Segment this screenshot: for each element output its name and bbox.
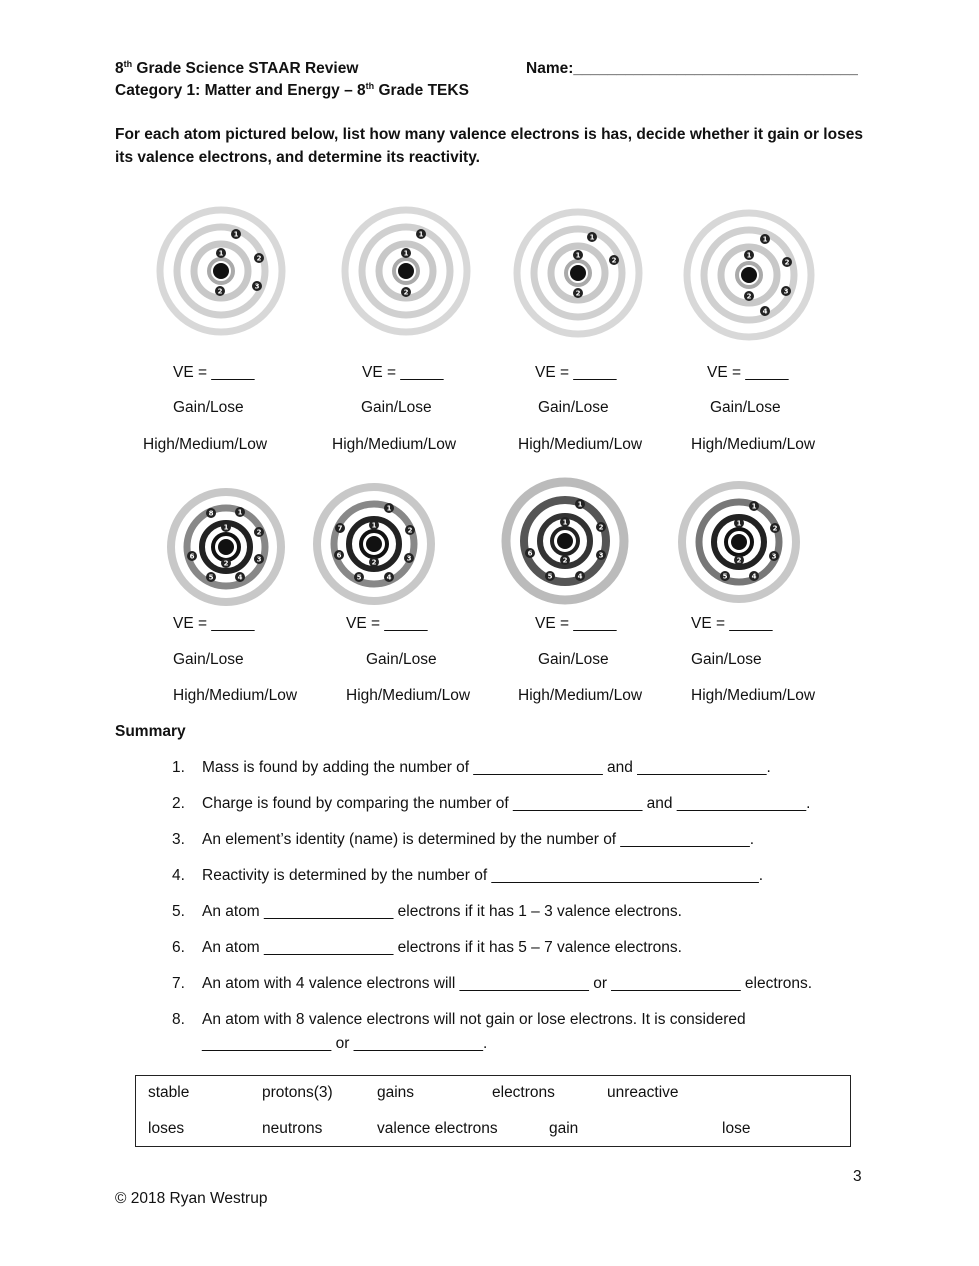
page-number: 3	[853, 1168, 862, 1185]
electron-label: 1	[589, 233, 595, 242]
summary-item-number: 5.	[172, 903, 185, 920]
word-bank-term: protons(3)	[262, 1084, 333, 1101]
electron-label: 1	[736, 519, 742, 528]
electron-label: 1	[218, 249, 224, 258]
summary-item-text[interactable]: Charge is found by comparing the number of _______________ and _______________.	[202, 795, 811, 812]
atom-diagram-7	[501, 477, 629, 605]
electron-label: 1	[751, 502, 757, 511]
word-bank-term: stable	[148, 1084, 190, 1101]
electron-label: 3	[406, 554, 412, 563]
atom-diagram-3	[512, 207, 644, 339]
instructions: For each atom pictured below, list how many valence electrons is has, decide whether it gain or loses its valence electrons, and determine its reactivity.	[115, 126, 863, 166]
electron-label: 2	[598, 523, 604, 532]
reactivity-choice[interactable]: High/Medium/Low	[332, 436, 457, 453]
category-sup: th	[365, 80, 375, 91]
atom-diagram-4	[682, 208, 816, 342]
electron-label: 2	[403, 288, 409, 297]
electron-label: 5	[547, 572, 553, 581]
electron-label: 2	[575, 289, 581, 298]
electron-label: 5	[208, 573, 214, 582]
word-bank	[135, 1075, 851, 1147]
atom-diagram-1	[155, 205, 287, 337]
word-bank-term: valence electrons	[377, 1120, 498, 1137]
electron-label: 2	[772, 524, 778, 533]
summary-item-number: 6.	[172, 939, 185, 956]
atom-diagram-6	[312, 482, 436, 606]
electron-label: 2	[256, 254, 262, 263]
electron-label: 3	[771, 552, 777, 561]
electron-label: 2	[223, 559, 229, 568]
electron-label: 4	[762, 307, 768, 316]
ve-blank[interactable]: VE = _____	[707, 364, 789, 381]
atom-diagram-2	[340, 205, 472, 337]
summary-item-number: 3.	[172, 831, 185, 848]
electron-label: 4	[237, 573, 243, 582]
electron-label: 2	[256, 528, 262, 537]
name-field[interactable]: Name:_________________________________	[526, 60, 858, 77]
electron-label: 2	[736, 556, 742, 565]
electron-label: 1	[371, 521, 377, 530]
word-bank-term: neutrons	[262, 1120, 323, 1137]
gain-lose-choice[interactable]: Gain/Lose	[710, 399, 781, 416]
ve-blank[interactable]: VE = _____	[173, 364, 255, 381]
word-bank-term: lose	[722, 1120, 751, 1137]
ve-blank[interactable]: VE = _____	[173, 615, 255, 632]
summary-item-text[interactable]: An element’s identity (name) is determined by the number of _______________.	[202, 831, 755, 848]
reactivity-choice[interactable]: High/Medium/Low	[346, 687, 471, 704]
summary-item-number: 2.	[172, 795, 185, 812]
ve-blank[interactable]: VE = _____	[362, 364, 444, 381]
electron-label: 5	[356, 573, 362, 582]
electron-label: 6	[336, 551, 342, 560]
gain-lose-choice[interactable]: Gain/Lose	[173, 651, 244, 668]
electron-label: 4	[577, 572, 583, 581]
title-grade: 8	[115, 60, 124, 77]
gain-lose-choice[interactable]: Gain/Lose	[361, 399, 432, 416]
electron-label: 1	[577, 500, 583, 509]
electron-label: 3	[598, 551, 604, 560]
electron-label: 4	[386, 573, 392, 582]
electron-label: 2	[611, 256, 617, 265]
electron-label: 3	[783, 287, 789, 296]
ve-blank[interactable]: VE = _____	[691, 615, 773, 632]
electron-label: 1	[403, 249, 409, 258]
category-heading	[115, 82, 469, 100]
summary-item-text[interactable]: Mass is found by adding the number of _______________ and _______________.	[202, 759, 771, 776]
electron-label: 1	[223, 523, 229, 532]
electron-label: 3	[256, 555, 262, 564]
electron-label: 2	[217, 287, 223, 296]
electron-label: 2	[371, 558, 377, 567]
electron-label: 1	[746, 251, 752, 260]
summary-item-number: 1.	[172, 759, 185, 776]
electron-label: 1	[233, 230, 239, 239]
electron-label: 1	[418, 230, 424, 239]
reactivity-choice[interactable]: High/Medium/Low	[143, 436, 268, 453]
reactivity-choice[interactable]: High/Medium/Low	[691, 436, 816, 453]
summary-item-number: 4.	[172, 867, 185, 884]
electron-label: 6	[527, 549, 533, 558]
word-bank-term: gain	[549, 1120, 579, 1137]
summary-item-text[interactable]: An atom _______________ electrons if it has 5 – 7 valence electrons.	[202, 939, 682, 956]
electron-label: 2	[562, 556, 568, 565]
ve-blank[interactable]: VE = _____	[535, 364, 617, 381]
electron-label: 1	[386, 504, 392, 513]
electron-label: 1	[237, 508, 243, 517]
gain-lose-choice[interactable]: Gain/Lose	[538, 651, 609, 668]
title-sup: th	[123, 58, 133, 69]
category-prefix: Category 1: Matter and Energy – 8	[115, 82, 366, 99]
atom-diagram-8	[677, 480, 801, 604]
electron-label: 3	[254, 282, 260, 291]
electron-label: 4	[751, 572, 757, 581]
gain-lose-choice[interactable]: Gain/Lose	[366, 651, 437, 668]
reactivity-choice[interactable]: High/Medium/Low	[518, 687, 643, 704]
gain-lose-choice[interactable]: Gain/Lose	[538, 399, 609, 416]
summary-item-text[interactable]: An atom with 4 valence electrons will _______________ or _______________ electrons.	[202, 975, 813, 992]
worksheet-title	[115, 60, 358, 78]
electron-label: 5	[722, 572, 728, 581]
electron-label: 2	[746, 292, 752, 301]
word-bank-term: loses	[148, 1120, 185, 1137]
summary-item-number: 7.	[172, 975, 185, 992]
electron-label: 1	[562, 518, 568, 527]
atom-diagram-5	[166, 487, 286, 607]
reactivity-choice[interactable]: High/Medium/Low	[691, 687, 816, 704]
electron-label: 2	[784, 258, 790, 267]
electron-label: 1	[575, 251, 581, 260]
gain-lose-choice[interactable]: Gain/Lose	[173, 399, 244, 416]
electron-label: 1	[762, 235, 768, 244]
summary-item-text-continued[interactable]: _______________ or _______________.	[202, 1035, 488, 1052]
title-rest: Grade Science STAAR Review	[132, 60, 359, 77]
summary-item-number: 8.	[172, 1011, 185, 1028]
reactivity-choice[interactable]: High/Medium/Low	[518, 436, 643, 453]
electron-label: 6	[189, 552, 195, 561]
copyright: © 2018 Ryan Westrup	[115, 1190, 268, 1207]
category-suffix: Grade TEKS	[374, 82, 469, 99]
electron-label: 8	[208, 509, 214, 518]
word-bank-term: unreactive	[607, 1084, 679, 1101]
summary-item-text: An atom with 8 valence electrons will not gain or lose electrons. It is considered	[202, 1011, 746, 1028]
reactivity-choice[interactable]: High/Medium/Low	[173, 687, 298, 704]
electron-label: 7	[337, 524, 343, 533]
gain-lose-choice[interactable]: Gain/Lose	[691, 651, 762, 668]
word-bank-term: gains	[377, 1084, 415, 1101]
word-bank-term: electrons	[492, 1084, 555, 1101]
electron-label: 2	[407, 526, 413, 535]
summary-item-text[interactable]: An atom _______________ electrons if it has 1 – 3 valence electrons.	[202, 903, 682, 920]
ve-blank[interactable]: VE = _____	[535, 615, 617, 632]
ve-blank[interactable]: VE = _____	[346, 615, 428, 632]
summary-item-text[interactable]: Reactivity is determined by the number of _______________________________.	[202, 867, 764, 884]
summary-heading: Summary	[115, 723, 186, 740]
